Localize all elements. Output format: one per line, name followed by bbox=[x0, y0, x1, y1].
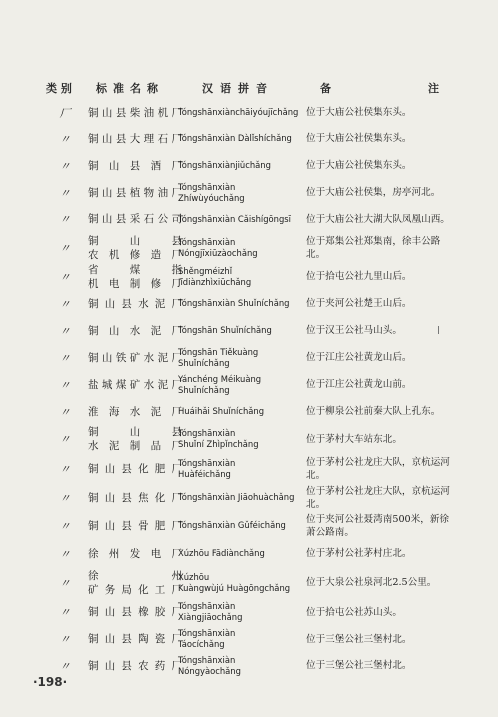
header-category: 类 别 bbox=[46, 82, 72, 95]
pinyin-line: Tóngshānxiàn bbox=[178, 236, 236, 247]
row-standard-name bbox=[88, 290, 182, 317]
name-line: 水泥制品厂 bbox=[88, 440, 182, 452]
pinyin-line: Tóngshānxiàn bbox=[178, 457, 236, 468]
pinyin-line: Tóngshānxiàn Dàlǐshíchǎng bbox=[178, 133, 292, 143]
row-standard-name bbox=[88, 371, 182, 398]
pinyin-line: Nóngyàochǎng bbox=[178, 665, 241, 676]
table-row bbox=[0, 263, 498, 290]
row-remark: 位于汉王公社马山头。 bbox=[306, 325, 402, 336]
row-pinyin bbox=[178, 626, 303, 652]
row-category: 〃 bbox=[59, 351, 71, 365]
row-remark: 位于拾屯公社苏山头。 bbox=[306, 606, 402, 618]
row-standard-name bbox=[88, 152, 182, 179]
row-remark: 位于江庄公社黄龙山前。 bbox=[306, 379, 412, 390]
row-category: 〃 bbox=[59, 491, 71, 505]
pinyin-line: Xúzhōu Fādiànchǎng bbox=[178, 548, 265, 558]
pinyin-line: Shuǐníchǎng bbox=[178, 357, 230, 368]
row-category: 〃 bbox=[59, 378, 71, 392]
name-line: 徐州发电厂 bbox=[88, 547, 182, 560]
table-row bbox=[0, 652, 498, 679]
pinyin-line: Shuǐní Zhìpǐnchǎng bbox=[178, 439, 259, 449]
row-remark: 位于柳泉公社前秦大队上孔东。 bbox=[306, 406, 441, 417]
page-number: ·198· bbox=[33, 675, 68, 689]
row-standard-name bbox=[88, 263, 182, 290]
row-remark: 位于茅村公社龙庄大队，京杭运河北。 bbox=[306, 485, 450, 510]
row-standard-name bbox=[88, 652, 182, 679]
table-row bbox=[0, 598, 498, 626]
row-pinyin bbox=[178, 425, 303, 453]
pinyin-line: Tóngshānxiànchāiyóujīchǎng bbox=[178, 107, 299, 117]
pinyin-line: Kuàngwùjú Huàgōngchǎng bbox=[178, 582, 291, 593]
row-pinyin bbox=[178, 511, 303, 540]
name-line: 铜山县植物油厂 bbox=[88, 186, 182, 199]
table-row bbox=[0, 206, 498, 232]
table-row bbox=[0, 344, 498, 371]
row-pinyin bbox=[178, 317, 303, 344]
row-category: 〃 bbox=[59, 270, 71, 284]
row-standard-name bbox=[88, 100, 182, 125]
name-line: 铜山县 bbox=[88, 426, 182, 438]
pinyin-line: Tóngshānxiàn bbox=[178, 654, 236, 665]
table-row bbox=[0, 179, 498, 206]
pinyin-line: Huàféichǎng bbox=[178, 468, 231, 479]
row-standard-name bbox=[88, 344, 182, 371]
row-pinyin bbox=[178, 652, 303, 679]
table-row bbox=[0, 567, 498, 598]
header-remark-first: 备 bbox=[320, 82, 331, 95]
pinyin-line: Tóngshānxiàn Jiāohuàchǎng bbox=[178, 492, 295, 502]
row-pinyin bbox=[178, 484, 303, 511]
row-standard-name bbox=[88, 511, 182, 540]
table-row bbox=[0, 317, 498, 344]
row-standard-name bbox=[88, 540, 182, 567]
table-row bbox=[0, 540, 498, 567]
row-remark: 位于大庙公社侯集东头。 bbox=[306, 107, 412, 118]
row-pinyin bbox=[178, 540, 303, 567]
row-category: 厂 bbox=[59, 106, 71, 120]
name-line: 矿务局化工厂 bbox=[88, 583, 182, 596]
pinyin-line: Xúzhōu bbox=[178, 571, 210, 582]
table-row bbox=[0, 232, 498, 263]
table-body bbox=[0, 100, 498, 679]
name-line: 盐城煤矿水泥厂 bbox=[88, 378, 182, 391]
row-standard-name bbox=[88, 484, 182, 511]
row-category: 〃 bbox=[59, 159, 71, 173]
row-pinyin bbox=[178, 206, 303, 232]
name-line: 铜山县骨肥厂 bbox=[88, 519, 182, 532]
row-category: 〃 bbox=[59, 324, 71, 338]
pinyin-line: Zhíwùyóuchǎng bbox=[178, 192, 245, 203]
row-standard-name bbox=[88, 206, 182, 232]
pinyin-line: Yánchéng Méikuàng bbox=[178, 373, 262, 384]
name-line: 铜山县农药厂 bbox=[88, 659, 182, 672]
row-remark: 位于三堡公社三堡村北。 bbox=[306, 660, 412, 671]
name-line: 铜山县采石公司 bbox=[88, 213, 182, 225]
row-pinyin bbox=[178, 567, 303, 598]
row-remark: 位于夹河公社楚王山后。 bbox=[306, 298, 412, 309]
row-remark: 位于茅村公社茅村庄北。 bbox=[306, 548, 412, 559]
row-remark: 位于江庄公社黄龙山后。 bbox=[306, 352, 412, 363]
row-pinyin bbox=[178, 232, 303, 263]
row-standard-name bbox=[88, 453, 182, 484]
row-remark: 位于大庙公社侯集，房亭河北。 bbox=[306, 187, 441, 198]
pinyin-line: Shěngméizhǐ bbox=[178, 265, 233, 276]
row-pinyin bbox=[178, 179, 303, 206]
row-standard-name bbox=[88, 626, 182, 652]
row-category: 〃 bbox=[59, 462, 71, 476]
table-row bbox=[0, 484, 498, 511]
pinyin-line: Tóngshānxiàn Cǎishígōngsī bbox=[178, 213, 291, 224]
pinyin-line: Tóngshānxiàn bbox=[178, 428, 236, 438]
pinyin-line: Tóngshānxiàn bbox=[178, 181, 236, 192]
row-pinyin bbox=[178, 398, 303, 425]
row-pinyin bbox=[178, 125, 303, 152]
name-line: 铜山县焦化厂 bbox=[88, 491, 182, 504]
pinyin-line: Tóngshānxiàn Gǔféichǎng bbox=[178, 520, 286, 530]
row-remark: 位于拾屯公社九里山后。 bbox=[306, 271, 412, 282]
pinyin-line: Tóngshān Tiěkuàng bbox=[178, 346, 259, 357]
pinyin-line: Tóngshānxiàn Shuǐníchǎng bbox=[178, 298, 290, 308]
table-row bbox=[0, 398, 498, 425]
row-pinyin bbox=[178, 453, 303, 484]
row-pinyin bbox=[178, 290, 303, 317]
row-standard-name bbox=[88, 567, 182, 598]
row-standard-name bbox=[88, 425, 182, 453]
row-remark: 位于大泉公社泉河北2.5公里。 bbox=[306, 577, 437, 588]
pinyin-line: Tóngshānxiàn bbox=[178, 628, 236, 638]
row-standard-name bbox=[88, 598, 182, 626]
row-remark: 位于大庙公社侯集东头。 bbox=[306, 133, 412, 144]
row-category: 〃 bbox=[59, 633, 71, 646]
pinyin-line: Táocíchǎng bbox=[178, 639, 225, 649]
row-remark: 位于大庙公社侯集东头。 bbox=[306, 160, 412, 171]
row-category: 〃 bbox=[59, 213, 71, 226]
row-pinyin bbox=[178, 100, 303, 125]
pinyin-line: Tóngshānxiànjiǔchǎng bbox=[178, 160, 271, 170]
pinyin-line: Jīdiànzhìxiūchǎng bbox=[178, 276, 252, 287]
row-category: 〃 bbox=[59, 132, 71, 146]
table-row bbox=[0, 290, 498, 317]
header-standard-name: 标准名称 bbox=[96, 82, 164, 95]
name-line: 徐州 bbox=[88, 569, 182, 582]
row-standard-name bbox=[88, 232, 182, 263]
row-standard-name bbox=[88, 398, 182, 425]
name-line: 铜山县陶瓷厂 bbox=[88, 633, 182, 645]
name-line: 省煤指 bbox=[88, 263, 182, 276]
header-remark-second: 注 bbox=[428, 82, 439, 95]
name-line: 铜山县柴油机厂 bbox=[88, 106, 182, 119]
row-category: 〃 bbox=[59, 576, 71, 590]
row-category: 〃 bbox=[59, 241, 71, 255]
name-line: 铜山水泥厂 bbox=[88, 324, 182, 337]
row-category: 〃 bbox=[59, 433, 71, 446]
table-row bbox=[0, 152, 498, 179]
row-remark: 位于三堡公社三堡村北。 bbox=[306, 633, 412, 645]
row-standard-name bbox=[88, 125, 182, 152]
row-category: 〃 bbox=[59, 606, 71, 619]
name-line: 机电制修厂 bbox=[88, 277, 182, 290]
pinyin-line: Shuǐníchǎng bbox=[178, 384, 230, 395]
row-remark: 位于茅村大车站东北。 bbox=[306, 433, 402, 445]
row-standard-name bbox=[88, 317, 182, 344]
name-line: 淮海水泥厂 bbox=[88, 405, 182, 418]
row-standard-name bbox=[88, 179, 182, 206]
table-row bbox=[0, 425, 498, 453]
name-line: 铜山县 bbox=[88, 234, 182, 247]
row-remark: 位于大庙公社大湖大队凤凰山西。 bbox=[306, 213, 450, 225]
row-pinyin bbox=[178, 344, 303, 371]
table-row bbox=[0, 100, 498, 125]
margin-mark bbox=[438, 326, 439, 334]
row-remark: 位于郑集公社郑集南，徐丰公路北。 bbox=[306, 235, 441, 260]
name-line: 铜山铁矿水泥厂 bbox=[88, 351, 182, 364]
row-category: 〃 bbox=[59, 659, 71, 673]
pinyin-line: Xiàngjiāochǎng bbox=[178, 612, 243, 622]
name-line: 铜山县水泥厂 bbox=[88, 297, 182, 310]
row-remark: 位于茅村公社龙庄大队，京杭运河北。 bbox=[306, 456, 450, 481]
header-pinyin: 汉语拼音 bbox=[202, 82, 274, 95]
row-category: 〃 bbox=[59, 547, 71, 561]
table-row bbox=[0, 626, 498, 652]
pinyin-line: Tóngshānxiàn bbox=[178, 601, 236, 611]
pinyin-line: Tóngshān Shuǐníchǎng bbox=[178, 325, 272, 335]
name-line: 铜山县橡胶厂 bbox=[88, 606, 182, 618]
table-header bbox=[0, 80, 498, 96]
name-line: 铜山县化肥厂 bbox=[88, 462, 182, 475]
row-pinyin bbox=[178, 598, 303, 626]
row-category: 〃 bbox=[59, 297, 71, 311]
row-category: 〃 bbox=[59, 519, 71, 533]
row-category: 〃 bbox=[59, 186, 71, 200]
table-row bbox=[0, 453, 498, 484]
table-row bbox=[0, 125, 498, 152]
row-pinyin bbox=[178, 152, 303, 179]
row-pinyin bbox=[178, 263, 303, 290]
pinyin-line: Huáihǎi Shuǐníchǎng bbox=[178, 406, 265, 416]
table-row bbox=[0, 371, 498, 398]
name-line: 铜山县大理石厂 bbox=[88, 132, 182, 145]
row-remark: 位于夹河公社聂湾南500米，新徐萧公路南。 bbox=[306, 513, 450, 538]
row-category: 〃 bbox=[59, 405, 71, 419]
name-line: 农机修造厂 bbox=[88, 248, 182, 261]
table-row bbox=[0, 511, 498, 540]
name-line: 铜山县酒厂 bbox=[88, 159, 182, 172]
pinyin-line: Nóngjīxiūzàochǎng bbox=[178, 247, 258, 258]
row-pinyin bbox=[178, 371, 303, 398]
